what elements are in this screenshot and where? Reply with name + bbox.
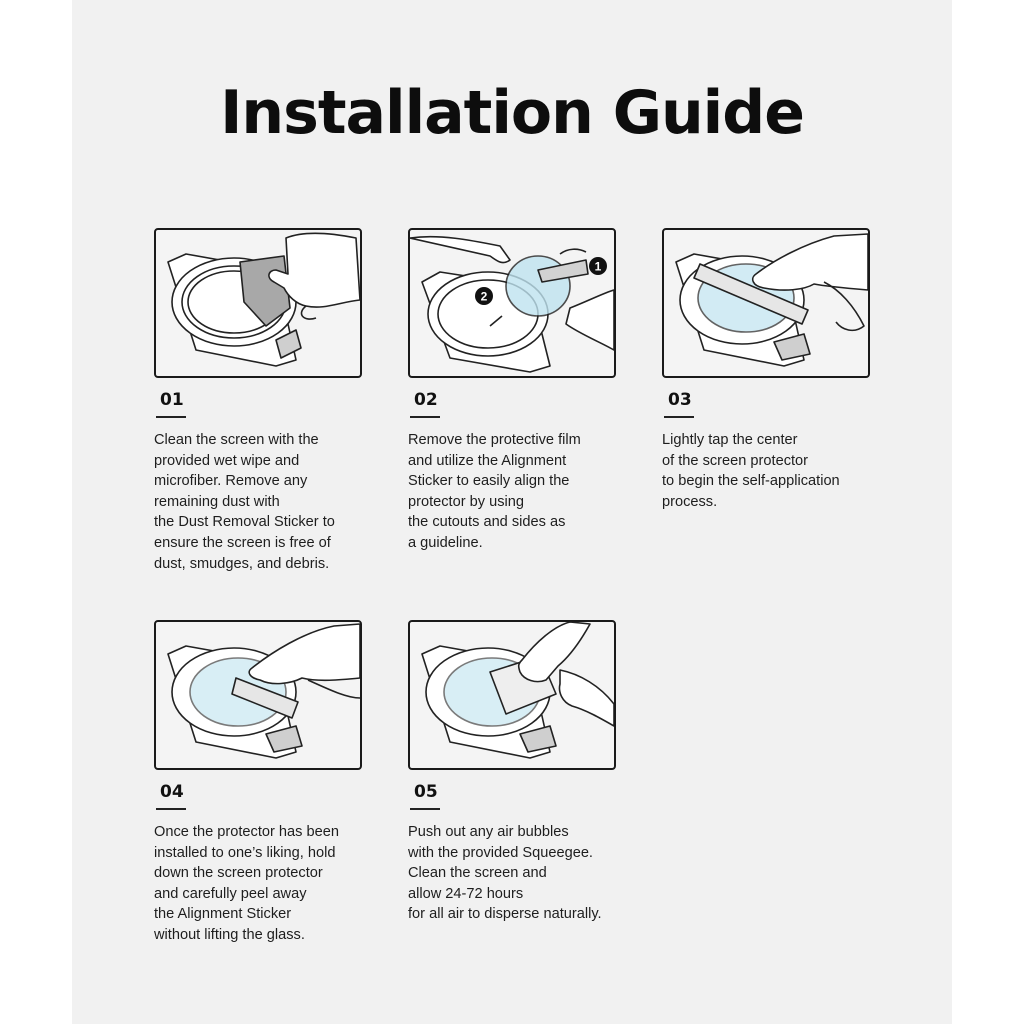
step-card-03 [662, 228, 882, 512]
step-number: 02 [414, 390, 438, 410]
step-divider [664, 416, 694, 418]
step-05-illustration [408, 620, 616, 770]
marker-1 [589, 257, 607, 275]
step-divider [156, 416, 186, 418]
page-title: Installation Guide [220, 78, 804, 148]
svg-text:1: 1 [594, 259, 602, 274]
step-number: 03 [668, 390, 692, 410]
step-04-illustration [154, 620, 362, 770]
step-divider [156, 808, 186, 810]
step-description: Clean the screen with the provided wet wipe and microfiber. Remove any remaining dust with the Dust Removal Sticker to ensure the screen is free of dust, smudges, and debris. [154, 432, 335, 572]
step-description: Push out any air bubbles with the provided Squeegee. Clean the screen and allow 24-72 hours for all air to disperse naturally. [408, 824, 602, 923]
marker-2 [475, 287, 493, 305]
step-01-illustration [154, 228, 362, 378]
step-number: 04 [160, 782, 184, 802]
step-description: Remove the protective film and utilize the Alignment Sticker to easily align the protector by using the cutouts and sides as a guideline. [408, 432, 581, 551]
step-number: 05 [414, 782, 438, 802]
step-divider [410, 808, 440, 810]
step-card-02 [408, 228, 628, 554]
step-card-04 [154, 620, 374, 946]
step-03-illustration [662, 228, 870, 378]
svg-text:2: 2 [480, 289, 488, 304]
step-description: Lightly tap the center of the screen protector to begin the self-application process. [662, 432, 840, 510]
step-card-05 [408, 620, 628, 925]
step-description: Once the protector has been installed to one’s liking, hold down the screen protector and carefully peel away the Alignment Sticker without lifting the glass. [154, 824, 339, 943]
step-number: 01 [160, 390, 184, 410]
step-divider [410, 416, 440, 418]
step-card-01 [154, 228, 374, 574]
step-02-illustration [408, 228, 616, 378]
